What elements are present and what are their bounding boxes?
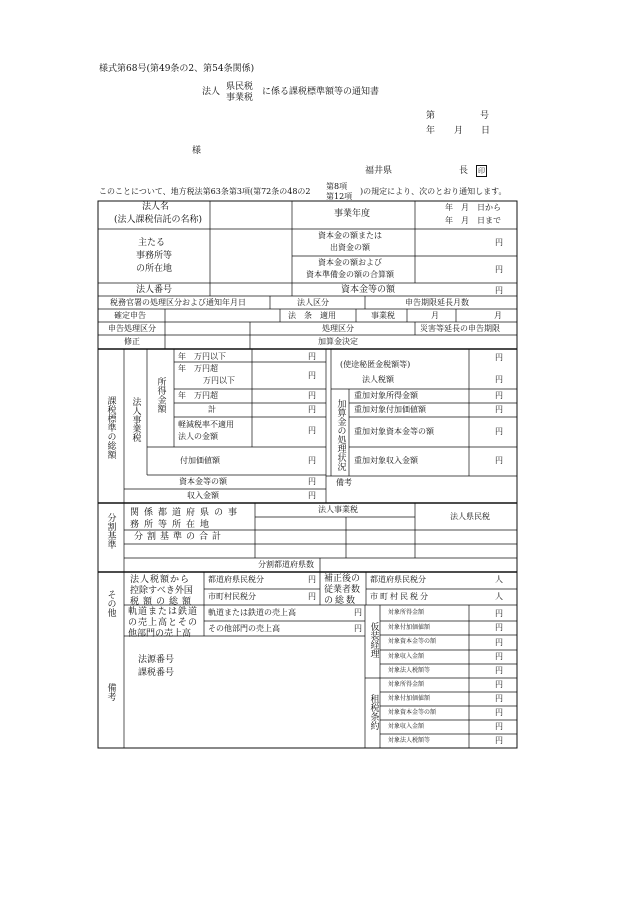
issuer-title: 長: [459, 166, 469, 176]
reduced-rate-1: 軽減税率不適用: [178, 420, 234, 429]
offices-label: 関係都道府県の事務所等所在地: [130, 508, 243, 530]
date-year: 年: [426, 126, 436, 136]
yen-value-added: 円: [308, 456, 316, 465]
yen-t2: 円: [495, 623, 503, 632]
yen-tr3: 円: [495, 708, 503, 717]
tr-corp-tax-label: 対象法人税額等: [388, 737, 431, 744]
office-label-2: 事務所等: [136, 251, 173, 261]
form-code: 様式第68号(第49条の2、第54条関係): [99, 64, 255, 74]
disaster-extension-label: 災害等延長の申告期限: [420, 324, 500, 333]
other-side-label: その他: [105, 590, 116, 617]
apportion-prefectural-tax-label: 法人県民税: [450, 512, 490, 521]
bracket-row-1: 年 万円以下: [178, 352, 226, 361]
bracket-row-3: 年 万円超: [178, 391, 218, 400]
other-sales-label: その他部門の売上高: [208, 624, 280, 633]
pref-count-label: 分割都道府県数: [258, 560, 314, 569]
foreign-tax-label-2: 控除すべき外国: [130, 586, 193, 596]
apportion-business-tax-label: 法人事業税: [318, 505, 358, 514]
return-category-label: 申告処理区分: [108, 324, 156, 333]
tr-income-label: 対象所得金額: [388, 681, 425, 688]
t-value-added-label: 対象付加価値額: [388, 624, 431, 631]
capital-label-3: 資本金の額および: [318, 258, 382, 267]
revenue-label: 収入金額: [187, 491, 219, 500]
apportion-total-label: 分割基準の合計: [134, 532, 226, 542]
yen-r1: 円: [308, 352, 316, 361]
tr-revenue-label: 対象収入金額: [388, 723, 425, 730]
capital-yen-1: 円: [495, 238, 503, 247]
bracket-row-2b: 万円以下: [203, 376, 235, 385]
yen-rail: 円: [354, 608, 362, 617]
issuer: 福井県: [365, 166, 393, 176]
corp-business-tax-side: 法人事業税: [130, 397, 141, 442]
correction-label: 修正: [124, 337, 140, 346]
income-side: 所得金額: [155, 377, 166, 413]
period-to: 年 月 日まで: [445, 216, 501, 225]
corp-name-label: 法人名: [142, 202, 170, 212]
title-tax-business: 事業税: [226, 93, 254, 103]
foreign-city-label: 市町村民税分: [208, 592, 256, 601]
apportion-side-label: 分割基準: [105, 513, 116, 549]
rail-label-2: の売上高とその: [128, 618, 199, 628]
confirmed-return-label: 確定申告: [114, 311, 146, 320]
yen-t1: 円: [495, 609, 503, 618]
title-prefix: 法人: [202, 87, 221, 97]
number-label: 第: [426, 111, 436, 121]
capital-label-4: 資本準備金の額の合算額: [306, 270, 394, 279]
yen-tr4: 円: [495, 722, 503, 731]
yen-t3: 円: [495, 638, 503, 647]
applied-law-label: 法 条 適用: [288, 311, 336, 320]
yen-tr2: 円: [495, 694, 503, 703]
yen-other: 円: [354, 624, 362, 633]
number-suffix: 号: [480, 111, 490, 121]
penalty-value-added-label: 重加対象付加価値額: [354, 405, 426, 414]
yen-foreign-pref: 円: [308, 575, 316, 584]
trust-name-label: (法人課税信託の名称): [114, 215, 203, 225]
processing-category-label: 処理区分: [322, 324, 354, 333]
yen-tr1: 円: [495, 680, 503, 689]
yen-t4: 円: [495, 652, 503, 661]
date-day: 日: [481, 126, 491, 136]
month-label-1: 月: [431, 311, 439, 320]
penalty-side-label: 加算金の処理状況: [335, 399, 346, 471]
yen-r2: 円: [308, 371, 316, 380]
tr-value-added-label: 対象付加価値額: [388, 695, 431, 702]
corp-tax-label: 法人税額: [362, 375, 394, 384]
value-added-label: 付加価値額: [180, 456, 220, 465]
person-pref: 人: [495, 575, 503, 584]
employees-label-1: 補正後の: [324, 574, 361, 584]
yen-tr5: 円: [495, 736, 503, 745]
t-capital-label: 対象資本金等の額: [388, 638, 437, 645]
yen-r3: 円: [308, 391, 316, 400]
t-income-label: 対象所得金額: [388, 609, 425, 616]
seal-box: 印: [478, 167, 485, 175]
code-label-1: 法源番号: [138, 655, 175, 665]
capital-label-1: 資本金の額または: [318, 231, 382, 240]
withholding-label: (使途秘匿金税額等): [340, 360, 411, 369]
capital-yen-2: 円: [495, 265, 503, 274]
yen-total: 円: [308, 405, 316, 414]
tr-capital-label: 対象資本金等の額: [388, 709, 437, 716]
code-label-2: 課税番号: [138, 668, 175, 678]
employees-city-label: 市町村民税分: [370, 592, 430, 601]
tentative-side-label: 仮装経理: [368, 622, 379, 658]
tax-base-side-label: 課税標準の総額: [105, 396, 116, 459]
bracket-row-2a: 年 万円超: [178, 364, 218, 373]
treaty-side-label: 租税条約: [368, 694, 379, 730]
period-from: 年 月 日から: [445, 203, 501, 212]
t-corp-tax-label: 対象法人税額等: [388, 667, 431, 674]
corp-category-label: 法人区分: [297, 298, 329, 307]
yen-p-value-added: 円: [495, 405, 503, 414]
tax-base-remarks-label: 備考: [336, 478, 352, 487]
intro-ref-8: 第8項: [326, 182, 348, 191]
month-label-2: 月: [494, 311, 502, 320]
title-tax-prefectural: 県民税: [226, 82, 254, 92]
penalty-income-label: 重加対象所得金額: [354, 391, 418, 400]
yen-withholding: 円: [495, 353, 503, 362]
foreign-tax-label-1: 法人税額から: [130, 575, 191, 585]
foreign-pref-label: 都道府県民税分: [208, 575, 264, 584]
penalty-revenue-label: 重加対象収入金額: [354, 456, 418, 465]
yen-t5: 円: [495, 666, 503, 675]
yen-capital: 円: [308, 477, 316, 486]
yen-p-capital: 円: [495, 427, 503, 436]
intro-ref-12: 第12項: [326, 192, 353, 201]
employees-label-3: の総数: [324, 596, 358, 606]
foreign-tax-label-3: 税額の総額: [130, 597, 196, 607]
employees-pref-label: 都道府県民税分: [370, 575, 426, 584]
extension-months-label: 申告期限延長月数: [405, 298, 469, 307]
office-category-label: 税務官署の処理区分および通知年月日: [110, 298, 246, 307]
yen-revenue: 円: [308, 491, 316, 500]
date-month: 月: [454, 126, 464, 136]
yen-reduced: 円: [308, 426, 316, 435]
fiscal-year-label: 事業年度: [334, 209, 371, 219]
remarks-side-label: 備考: [105, 683, 116, 701]
capital-etc-label: 資本金等の額: [341, 285, 396, 295]
addressee-suffix: 様: [192, 146, 202, 156]
employees-label-2: 従業者数: [324, 585, 361, 595]
yen-foreign-city: 円: [308, 592, 316, 601]
t-revenue-label: 対象収入金額: [388, 653, 425, 660]
yen-corp-tax: 円: [495, 375, 503, 384]
penalty-decision-label: 加算金決定: [318, 337, 358, 346]
person-city: 人: [495, 592, 503, 601]
rail-label-1: 軌道または鉄道: [128, 607, 199, 617]
capital-label-2: 出資金の額: [330, 243, 370, 252]
bracket-total: 計: [208, 405, 216, 414]
reduced-rate-2: 法人の金額: [178, 432, 218, 441]
rail-label-3: 他部門の売上高: [128, 629, 192, 639]
penalty-capital-label: 重加対象資本金等の額: [354, 427, 434, 436]
rail-sales-label: 軌道または鉄道の売上高: [208, 608, 296, 617]
business-tax-label: 事業税: [371, 311, 395, 320]
intro-text: このことについて、地方税法第63条第3項(第72条の48の2: [99, 187, 311, 196]
intro-text-end: )の規定により、次のとおり通知します。: [360, 187, 507, 196]
capital-etc-yen: 円: [495, 286, 503, 295]
office-label-1: 主たる: [138, 238, 166, 248]
office-label-3: の所在地: [136, 264, 173, 274]
yen-p-revenue: 円: [495, 456, 503, 465]
capital-etc-tax-label: 資本金等の額: [179, 477, 227, 486]
yen-p-income: 円: [495, 391, 503, 400]
document-title: に係る課税標準額等の通知書: [262, 87, 380, 97]
corp-number-label: 法人番号: [136, 285, 173, 295]
